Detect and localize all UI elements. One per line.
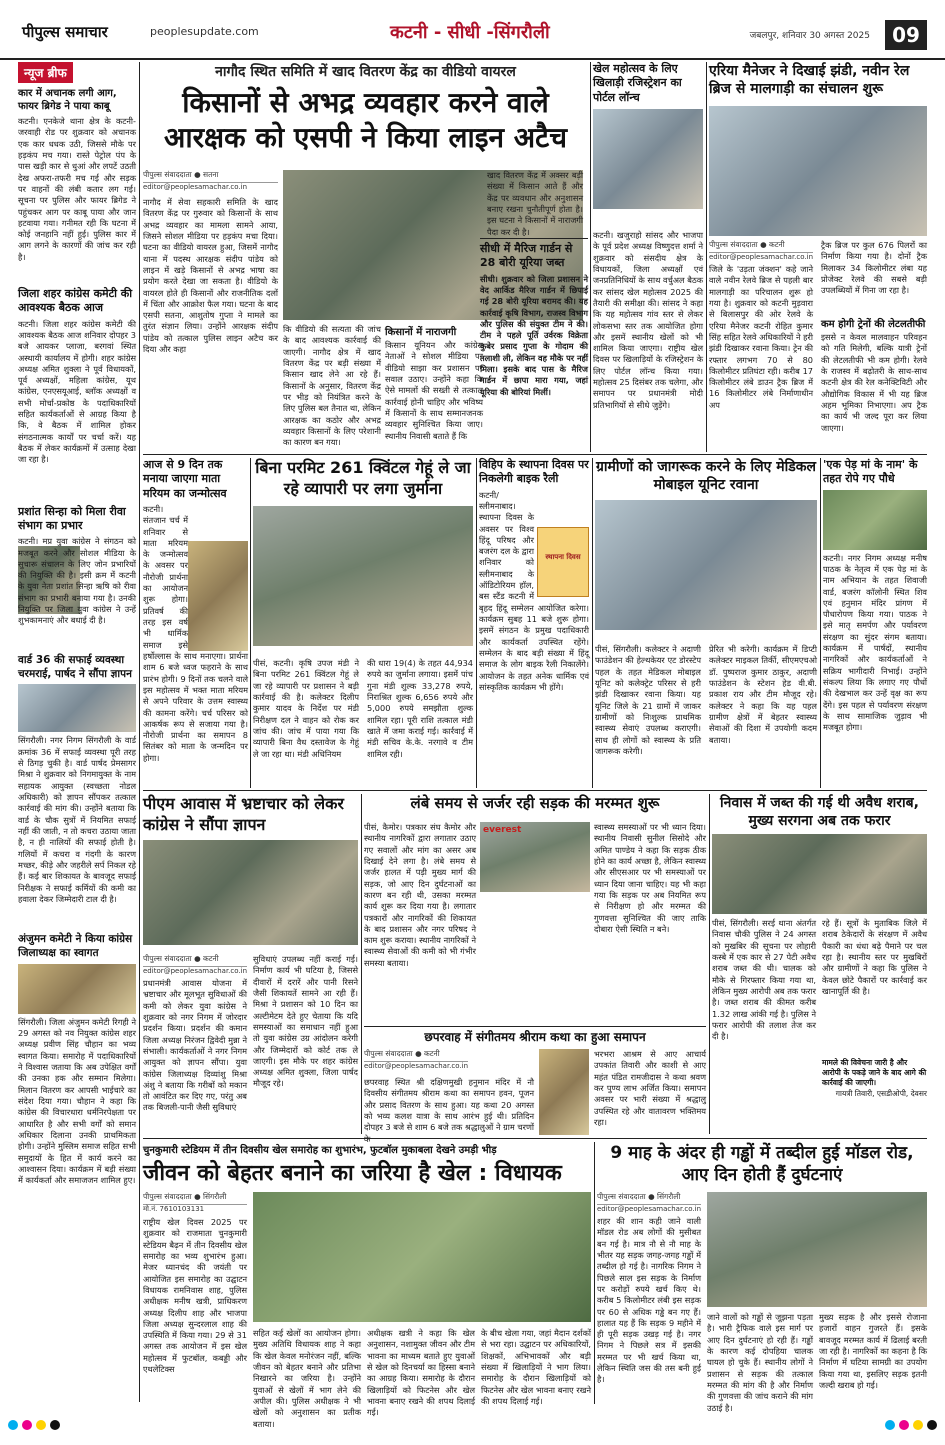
brief-headline-anjuman: अंजुमन कमेटी ने किया कांग्रेस जिलाध्यक्ष का स्वागत <box>18 933 133 960</box>
col-divider-6 <box>820 458 821 788</box>
tree-text: कटनी। नगर निगम अध्यक्ष मनीष पाठक के नेतृत्व में एक पेड़ मां के नाम अभियान के तहत शिवाजी वार्ड, बजरंग कॉलोनी स्थित शिव एवं हनुमान मंदिर प्रांगण में पौधारोपण किया गया। पाठक ने इसे मातृ समर्पण और पर्यावरण संरक्षण का सुंदर संगम बताया। कार्यक्रम में पार्षदों, स्थानीय नागरिकों और कार्यकर्ताओं ने सक्रिय भागीदारी निभाई। उन्होंने संकल्प लिया कि लगाए गए पौधों की देखभाल कर उन्हें वृक्ष का रूप देंगे। इस पहल से पर्यावरण संरक्षण के साथ सामाजिक जुड़ाव भी मजबूत होगा। <box>823 552 927 733</box>
medical-col2: प्रेरित भी करेगी। कार्यक्रम में डिप्टी कलेक्टर माइकल तिर्की, सीएमएचओ डॉ. पुष्पराज कुमार ठाकुर, अदाणी फाउंडेशन के स्टेशन हेड वी.बी. प्रकाश राय और टीम मौजूद रहे। कलेक्टर ने कहा कि यह पहल ग्रामीण क्षेत्रों में बेहतर स्वास्थ्य सेवाओं की दिशा में उपयोगी कदम बताया। <box>709 644 817 745</box>
portal-photo <box>593 109 703 209</box>
lead-col2: कि वीडियो की सत्यता की जांच के बाद आवश्यक कार्रवाई की जाएगी। नागौद क्षेत्र में खाद वितरण केंद्र पर बड़ी संख्या में किसान खाद लेने आ रहे हैं। किसानों के अनुसार, वितरण केंद्र पर भीड़ को नियंत्रित करने के लिए पुलिस बल तैनात था, लेकिन आरक्षक का कठोर और अभद्र व्यवहार किसानों के लिए परेशानी का कारण बन गया। <box>283 324 381 448</box>
liquor-story <box>712 794 927 1134</box>
brief-tag: न्यूज ब्रीफ <box>18 62 73 83</box>
lead-subhead: किसानों में नाराजगी <box>385 327 457 338</box>
tree-plantation-photo <box>823 490 927 550</box>
sports-col4: के बीच खेला गया, जहां मैदान दर्शकों से भरा रहा। उद्घाटन पर अधिकारियों, शिक्षकों, अभिभावकों और बड़ी संख्या में खिलाड़ियों ने भाग लिया। समारोह के दौरान खिलाड़ियों को फिटनेस और खेल भावना बनाए रखने की शपथ दिलाई गई। <box>481 1328 591 1406</box>
print-color-bar <box>0 1418 945 1432</box>
katha-email[interactable]: editor@peoplesamachar.co.in <box>364 1062 469 1070</box>
model-road-story <box>597 1142 927 1413</box>
vhp-poster: स्थापना दिवस <box>537 527 589 597</box>
website[interactable]: peoplesupdate.com <box>150 25 259 38</box>
medical-unit-photo <box>595 500 817 630</box>
model-road-headline: 9 माह के अंदर ही गड्ढों में तब्दील हुई मॉडल रोड, आए दिन होती हैं दुर्घटनाएं <box>610 1143 914 1186</box>
brief-text-ward36: सिंगरौली। नगर निगम सिंगरौली के वार्ड क्रमांक 36 में सफाई व्यवस्था पूरी तरह से ठिगड़ चुकी है। वार्ड पार्षद प्रेमसागर मिश्रा ने शुक्रवार को निगमायुक्त के नाम सहायक आयुक्त (स्वच्छता नोडल अधिकारी) को ज्ञापन सौंपकर तत्काल कार्रवाई की मांग की। उन्होंने बताया कि वार्ड के चौक सुत्रों में नियमित सफाई नहीं की जाती, न तो कचरा उठाया जाता है, न ही नालियों की सफाई होती है। गलियों में कचरा व गंदगी के कारण मच्छर, कीड़े और जहरीले सर्प निकल रहे हैं। कई बार शिकायत के बावजूद सफाई निरीक्षक ने सफाई कर्मियों की कमी का हवाला देकर जिम्मेदारी टाल दी है। <box>18 735 136 904</box>
liquor-col1: पीसं, सिंगरौली। सरई थाना अंतर्गत निवास चौकी पुलिस ने 24 अगस्त को मुखबिर की सूचना पर लोहारी कस्बे में एक कार से 27 पेटी अवैध शराब जब्त की थी। चालक को मौके से गिरफ्तार किया गया था, लेकिन मुख्य आरोपी अब तक फरार है। जब्त शराब की कीमत करीब 1.32 लाख आंकी गई है। पुलिस ने फरार आरोपी की तलाश तेज कर दी है। <box>712 918 816 1042</box>
area-col3: इससे न केवल मालवाहन परिवहन को गति मिलेगी, बल्कि यात्री ट्रेनों की लेटलतीफी भी कम होगी। रेलवे के राजस्व में बढ़ोतरी के साथ-साथ कटनी क्षेत्र की रेल कनेक्टिविटी और औद्योगिक विकास में भी यह ब्रिज अहम भूमिका निभाएगा। अप ट्रैक का कार्य भी जल्द पूरा कर लिया जाएगा। <box>821 332 927 433</box>
paper-logo: पीपुल्स समाचार <box>22 23 108 41</box>
katha-col1: छपरवाह स्थित श्री दक्षिणमुखी हनुमान मंदिर में नौ दिवसीय संगीतमय श्रीराम कथा का समापन हवन, पूजन और प्रसाद वितरण के साथ हुआ। यह कथा 20 अगस्त को भव्य कलश यात्रा के साथ आरंभ हुई थी। प्रतिदिन दोपहर 3 बजे से शाम 6 बजे तक श्रद्धालुओं ने ग्राम चरणों <box>364 1077 534 1133</box>
mary-photo <box>188 541 248 651</box>
katha-headline: छपरवाह में संगीतमय श्रीराम कथा का हुआ समापन <box>424 1030 646 1044</box>
row-divider-2 <box>143 790 927 791</box>
liquor-quote: मामले की विवेचना जारी है और आरोपी के पकड़े जाने के बाद आगे की कार्रवाई की जाएगी। <box>822 1058 927 1087</box>
area-subhead: कम होगी ट्रेनों की लेटलतीफी <box>821 319 926 330</box>
sports-col3: अधीक्षक खत्री ने कहा कि खेल अनुशासन, नशामुक्त जीवन और टीम भावना का माध्यम बताते हुए युवाओं से खेल को दिनचर्या का हिस्सा बनाने का आग्रह किया। समारोह के दौरान खिलाड़ियों को फिटनेस और खेल भावना बनाए रखने की शपथ दिलाई गई। <box>367 1328 475 1418</box>
model-road-col2: जाने वालों को गड्ढों से जूझना पड़ता है। भारी ट्रैफिक वाले इस मार्ग पर आए दिन दुर्घटनाएं हो रही हैं। गड्ढों के कारण कई दोपहिया चालक घायल हो चुके हैं। स्थानीय लोगों ने प्रशासन से सड़क की तत्काल मरम्मत की मांग की है और निर्माण की गुणवत्ता की जांच कराने की मांग उठाई है। <box>707 1312 813 1413</box>
road-repair-photo <box>480 822 590 892</box>
model-road-photo <box>707 1192 927 1307</box>
vhp-story <box>479 458 589 788</box>
brief-headline-prashant: प्रशांत सिन्हा को मिला रीवा संभाग का प्रभार <box>18 504 126 532</box>
road-poster-text: everest <box>483 825 522 835</box>
col-divider-2 <box>706 62 707 452</box>
model-road-col3: मुख्य सड़क है और इससे रोजाना हजारों वाहन गुजरते हैं। इसके बावजूद मरम्मत कार्य में ढिलाई बरती जा रही है। नागरिकों का कहना है कि निर्माण में घटिया सामग्री का उपयोग किया गया था, इसलिए सड़क इतनी जल्दी खराब हो गई। <box>819 1312 927 1390</box>
katha-story <box>364 1026 706 1136</box>
area-byline: पीपुल्स संवाददाता ● कटनी <box>709 240 813 253</box>
awas-protest-photo <box>143 840 358 945</box>
brief-divider <box>139 62 140 1402</box>
issue-date: जबलपुर, शनिवार 30 अगस्त 2025 <box>749 31 870 41</box>
mary-headline: आज से 9 दिन तक मनाया जाएगा माता मरियम का जन्मोत्सव <box>143 458 227 500</box>
marriage-garden-story <box>480 238 588 448</box>
page-number: 09 <box>885 20 927 50</box>
mary-story <box>143 458 248 788</box>
awas-byline: पीपुल्स संवाददाता ● कटनी <box>143 954 247 967</box>
wheat-truck-photo <box>253 506 473 646</box>
area-email[interactable]: editor@peoplesamachar.co.in <box>709 253 814 261</box>
col-divider-4 <box>476 458 477 788</box>
medical-story <box>595 458 817 788</box>
brief-headline-congress-meeting: जिला शहर कांग्रेस कमेटी की आवश्यक बैठक आज <box>18 287 133 315</box>
wheat-story <box>253 458 473 788</box>
road-col2: स्वास्थ्य समस्याओं पर भी ध्यान दिया। स्थानीय निवासी सुनील सिसोदे और अमित पाण्डेय ने कहा कि सड़क ठीक होने का कार्य अच्छा है, लेकिन स्वास्थ्य और सीएसआर पर भी समस्याओं पर ध्यान दिया जाना चाहिए। यह भी कहा गया कि सड़क पर अब नियमित रूप से निरीक्षण हो और मरम्मत की गुणवत्ता सुनिश्चित की जाए ताकि दोबारा ऐसी स्थिति न बने। <box>594 822 706 934</box>
marriage-text: सीधी। शुक्रवार को जिला प्रशासन ने वेद आर्किड मैरिज गार्डन में छिपाई गई 28 बोरी यूरिया बरामद की। यह कार्रवाई कृषि विभाग, राजस्व विभाग और पुलिस की संयुक्त टीम ने की। टीम ने पहले पूर्ति उर्वरक विक्रेता कुबेर प्रसाद गुप्ता के गोदाम की तलाशी ली, लेकिन वह मौके पर नहीं मिला। इसके बाद पास के मैरिज गार्डन में छापा मारा गया, जहां यूरिया की बोरियां मिलीं। <box>480 273 588 397</box>
brief-text-prashant: कटनी। मप्र युवा कांग्रेस ने संगठन को मजबूत करने और सोशल मीडिया के सुचारू संचालन के लिए जोन प्रभारियों की नियुक्ति की है। इसी क्रम में कटनी के युवा नेता प्रशांत सिन्हा ऋषि को रीवा संभाग का प्रभारी बनाया गया है। उनकी नियुक्ति पर जिला युवा कांग्रेस ने उन्हें शुभकामनाएं और बधाई दी है। <box>18 536 136 626</box>
brief-text-congress-meeting: कटनी। जिला शहर कांग्रेस कमेटी की आवश्यक बैठक आज शनिवार दोपहर 3 बजे आयकर प्लाजा, बरगवां स्थित अस्थायी कार्यालय में होगी। शहर कांग्रेस अध्यक्ष अमित शुक्ला ने पूर्व विधायकों, पूर्व अध्यक्षों, महिला कांग्रेस, यूथ कांग्रेस, एनएसयूआई, ब्लॉक अध्यक्षों व सभी मोर्चा-प्रकोष्ठ के पदाधिकारियों सहित कार्यकर्ताओं से आग्रह किया है कि, वे बैठक में शामिल होकर संगठनात्मक कार्यों पर चर्चा करें। यह बैठक में लेकर कार्यक्रमों में उत्साह देखा जा रहा है। <box>18 318 136 465</box>
liquor-seizure-photo <box>712 834 927 914</box>
katha-col2: भरभरा आश्रम से आए आचार्य उपकांत तिवारी और काशी से आए महंत पंडित रामजीदास ने कथा श्रवण कर पुण्य लाभ अर्जित किया। समापन अवसर पर भारी संख्या में श्रद्धालु उपस्थित रहे और वातावरण भक्तिमय रहा। <box>594 1049 706 1127</box>
medical-col1: पीसं, सिंगरौली। कलेक्टर ने अदाणी फाउंडेशन की हेल्थकेयर एट डोरस्टेप पहल के तहत मेडिकल मोबाइल यूनिट को कलेक्ट्रेट परिसर से हरी झंडी दिखाकर रवाना किया। यह यूनिट जिले के 21 ग्रामों में जाकर ग्रामीणों को निःशुल्क प्राथमिक स्वास्थ्य सेवाएं उपलब्ध कराएगी। साथ ही लोगों को स्वास्थ्य के प्रति जागरूक करेगी। <box>595 644 701 756</box>
awas-col1: प्रधानमंत्री आवास योजना में भ्रष्टाचार और मूलभूत सुविधाओं की कमी को लेकर युवा कांग्रेस ने शुक्रवार को नगर निगम में जोरदार प्रदर्शन किया। प्रदर्शन की कमान जिला अध्यक्ष निरंजन द्विवेदी मुन्ना ने संभाली। कार्यकर्ताओं ने नगर निगम आयुक्त को ज्ञापन सौंपा। युवा कांग्रेस जिलाध्यक्ष दिव्यांशु मिश्रा अंशु ने बताया कि गरीबों को मकान तो आवंटित कर दिए गए, परंतु अब तक बिजली-पानी जैसी सुविधाएं <box>143 978 247 1113</box>
row-divider-3 <box>143 1138 927 1139</box>
rail-bridge-photo <box>709 106 927 236</box>
liquor-headline: निवास में जब्त की गई थी अवैध शराब, मुख्य सरगना अब तक फरार <box>720 795 919 830</box>
col-divider-8 <box>709 794 710 1134</box>
liquor-col2: रहे हैं। सूत्रों के मुताबिक जिले में शराब ठेकेदारों के संरक्षण में अवैध पैकारी का धंधा बढ़े पैमाने पर चल रहा है। स्थानीय स्तर पर मुखबिरों और ग्रामीणों ने कहा कि पुलिस ने केवल छोटे पैकारों पर कार्रवाई कर खानापूर्ति की है। <box>822 918 927 996</box>
sports-byline: पीपुल्स संवाददाता ● सिंगरौली <box>143 1192 247 1205</box>
col-divider-3 <box>250 458 251 788</box>
portal-headline: खेल महोत्सव के लिए खिलाड़ी रजिस्ट्रेशन का पोर्टल लॉन्च <box>593 62 682 104</box>
katha-byline: पीपुल्स संवाददाता ● कटनी <box>364 1049 468 1062</box>
news-brief-column <box>18 62 136 1402</box>
col-divider-7 <box>361 794 362 1134</box>
edition-title: कटनी - सीधी -सिंगरौली <box>390 22 550 43</box>
model-road-email[interactable]: editor@peoplesamachar.co.in <box>597 1205 702 1213</box>
brief-text-anjuman: सिंगरौली। जिला अंजुमन कमेटी रिगही ने 29 अगस्त को नव नियुक्त कांग्रेस शहर अध्यक्ष प्रवीण सिंह चौहान का भव्य स्वागत किया। समारोह में पदाधिकारियों ने विश्वास जताया कि अब उपेक्षित वर्गों की उनका हक और सम्मान मिलेगा। मिलान वितरण कर आपसी भाईचारे का संदेश दिया गया। चौहान ने कहा कि कांग्रेस की विचारधारा धर्मनिरपेक्षता पर आधारित है और सभी वर्गों को समान अधिकार दिलाना उनकी प्राथमिकता होगी। उन्होंने मुस्लिम समाज सहित सभी समुदायों के हित में कार्य करने का आश्वासन दिया। कार्यक्रम में बड़ी संख्या में कार्यकर्ता और समाजजन शामिल हुए। <box>18 1016 136 1186</box>
lead-byline: पीपुल्स संवाददाता ● सतना <box>143 170 278 183</box>
wheat-col2: की धारा 19(4) के तहत 44,934 रुपये का जुर्माना लगाया। इसमें पांच गुना मंडी शुल्क 33,278 रुपये, निराश्रित शुल्क 6,656 रुपये और 5,000 रुपये समझौता शुल्क शामिल रहा। पूरी राशि तत्काल मंडी खाते में जमा कराई गई। कार्रवाई में मंडी सचिव के.के. नरगावे व टीम शामिल रही। <box>367 658 473 759</box>
wheat-headline: बिना परमिट 261 क्विंटल गेहूं ले जा रहे व्यापारी पर लगा जुर्माना <box>255 458 471 498</box>
mary-text: कटनी। संतजान चर्च में शनिवार से माता मरियम के जन्मोत्सव के अवसर पर नौरोजी प्रार्थना का आयोजन शुरू होगा। प्रतिवर्ष की तरह इस वर्ष भी धार्मिक समाज इसे हर्षोल्लास के साथ मनाएगा। प्रार्थना शाम 6 बजे ध्वज फहराने के साथ प्रारंभ होगी। 9 दिनों तक चलने वाले इस महोत्सव में भक्त माता मरियम से अपने परिवार के उत्तम स्वास्थ्य की कामना करेंगे। चर्च परिसर को आकर्षक रूप से सजाया गया है। नौरोजी प्रार्थना का समापन 8 सितंबर को माता के जन्मदिन पर होगा। <box>143 503 248 763</box>
awas-email[interactable]: editor@peoplesamachar.co.in <box>143 967 248 975</box>
sports-phone: मो.नं. 7610103131 <box>143 1205 205 1213</box>
area-col2: ट्रैक ब्रिज पर कुल 676 पिलरों का निर्माण किया गया है। दोनों ट्रैक मिलाकर 34 किलोमीटर लंबा यह प्रोजेक्ट रेलवे की सबसे बड़ी उपलब्धियों में गिना जा रहा है। <box>821 240 927 296</box>
row-divider-1 <box>143 454 927 455</box>
brief-headline-ward36: वार्ड 36 की सफाई व्यवस्था चरमराई, पार्षद ने सौंपा ज्ञापन <box>18 654 132 680</box>
sports-team-photo <box>253 1192 591 1322</box>
sports-col2: सहित कई खेलों का आयोजन होगा। मुख्य अतिथि विधायक शाह ने कहा कि खेल केवल मनोरंजन नहीं, बल्कि जीवन को बेहतर बनाने और प्रतिभा निखारने का जरिया है। उन्होंने युवाओं से खेलों में भाग लेने की अपील की। पुलिस अधीक्षक ने भी खेलों को अनुशासन का प्रतीक बताया। <box>253 1328 361 1429</box>
anjuman-photo <box>18 964 136 1014</box>
col-divider-5 <box>592 458 593 788</box>
masthead <box>0 0 945 60</box>
road-col1: पीसं, कैमोर। पत्रकार संघ कैमोर और स्थानीय नागरिकों द्वारा लगातार उठाए गए सवालों और मांग का असर अब दिखाई देने लगा है। लंबे समय से जर्जर हालत में पड़ी मुख्य मार्ग की सड़क, जो आए दिन दुर्घटनाओं का कारण बन रही थी, उसका मरम्मत कार्य शुरू कर दिया गया है। लगातार पत्रकारों और नागरिकों की शिकायत के बाद प्रशासन और नगर परिषद ने काम शुरू कराया। स्थानीय नागरिकों ने स्वास्थ्य सेवाओं की कमी को भी गंभीर समस्या बताया। <box>364 822 476 968</box>
portal-text: कटनी। खजुराहो सांसद और भाजपा के पूर्व प्रदेश अध्यक्ष विष्णुदत्त शर्मा ने शुक्रवार को संसदीय क्षेत्र के विधायकों, जिला अध्यक्षों एवं जनप्रतिनिधियों के साथ वर्चुअल बैठक कर सांसद खेल महोत्सव 2025 की तैयारी की समीक्षा की। सांसद ने कहा कि यह महोत्सव गांव स्तर से लेकर लोकसभा स्तर तक आयोजित होगा और इसमें स्थानीय खेलों को भी शामिल किया जाएगा। राष्ट्रीय खेल दिवस पर खिलाड़ियों के रजिस्ट्रेशन के लिए पोर्टल लॉन्च किया गया। महोत्सव 25 दिसंबर तक चलेगा, और समापन पर प्रधानमंत्री मोदी प्रतिभागियों से सीधे जुड़ेंगे। <box>593 230 704 410</box>
lead-col4-top: खाद वितरण केंद्र में अक्सर बड़ी संख्या में किसान आते हैं और केंद्र पर व्यवधान और अनुशासन बनाए रखना चुनौतीपूर्ण होता है। इस घटना ने किसानों में नाराजगी पैदा कर दी है। <box>487 170 583 237</box>
area-manager-story <box>709 62 927 452</box>
katha-photo <box>539 1049 589 1135</box>
tree-story <box>823 458 927 788</box>
awas-story <box>143 794 358 1134</box>
lead-col1: नागौद में सेवा सहकारी समिति के खाद वितरण केंद्र पर गुरुवार को किसानों के साथ अभद्र व्यवहार का मामला सामने आया, जिसने सोशल मीडिया पर हड़कंप मचा दिया। घटना का वीडियो वायरल हुआ, जिसमें नागौद थाना में पदस्थ आरक्षक संदीप पांडेय को लाइन में खड़े किसानों से अभद्र भाषा का प्रयोग करते देखा जा सकता है। वीडियो के वायरल होते ही किसानों और राजनीतिक दलों में चिंता और आक्रोश फैल गया। घटना के बाद एसपी सतना, आशुतोष गुप्ता ने मामले का तुरंत संज्ञान लिया। उन्होंने आरक्षक संदीप पांडेय को तत्काल पुलिस लाइन अटैच कर दिया और कहा <box>143 197 278 355</box>
sports-day-story <box>143 1142 591 1429</box>
road-repair-story <box>364 794 706 1024</box>
col-divider-1 <box>590 62 591 452</box>
lead-col3: किसान यूनियन और कांग्रेस नेताओं ने सोशल मीडिया पर वीडियो साझा कर प्रशासन पर सवाल उठाए। उन्होंने कहा कि ऐसे मामलों की सख्ती से तत्काल कार्रवाई होनी चाहिए और भविष्य में किसानों के साथ सम्मानजनक व्यवहार सुनिश्चित किया जाए। स्थानीय निवासी बताते हैं कि <box>385 340 483 441</box>
sports-headline: जीवन को बेहतर बनाने का जरिया है खेल : विधायक <box>143 1161 562 1186</box>
liquor-quote-name: गायत्री तिवारी, एसडीओपी, देवसर <box>835 1089 927 1099</box>
brief-text-fire: कटनी। एनकेजे थाना क्षेत्र के कटनी-जरवाही रोड पर शुक्रवार को अचानक एक कार धधक उठी, जिससे मौके पर हड़कंप मच गया। रास्ते पेट्रोल पंप के पास खड़ी कार से धुआं और लपटें उठती देख अफरा-तफरी मच गई और सड़क पर वाहनों की लंबी कतार लग गई। सूचना पर पुलिस और फायर ब्रिगेड ने पहुंचकर आग पर काबू पाया और जान हटवाया गया। गनीमत रही कि घटना में कोई जनहानि नहीं हुई। पुलिस कार में आग लगने के कारणों की जांच कर रही है। <box>18 116 136 262</box>
marriage-headline: सीधी में मैरिज गार्डन से 28 बोरी यूरिया जब्त <box>480 242 573 270</box>
brief-headline-fire: कार में अचानक लगी आग, फायर ब्रिगेड ने पाया काबू <box>18 88 117 112</box>
area-headline: एरिया मैनेजर ने दिखाई झंडी, नवीन रेल ब्रिज से मालगाड़ी का संचालन शुरू <box>709 63 910 98</box>
sports-col1: राष्ट्रीय खेल दिवस 2025 पर शुक्रवार को राजमाता चुनकुमारी स्टेडियम बैढ़न में तीन दिवसीय खेल समारोह का भव्य शुभारंभ हुआ। मेजर ध्यानचंद की जयंती पर आयोजित इस समारोह का उद्घाटन विधायक रामनिवास शाह, पुलिस अधीक्षक मनीष खत्री, प्राधिकरण अध्यक्ष दिलीप शाह और भाजपा जिला अध्यक्ष सुन्दरलाल शाह की उपस्थिति में किया गया। 29 से 31 अगस्त तक आयोजन में इस खेल महोत्सव में फुटबॉल, कबड्डी और एथलेटिक्स <box>143 1217 247 1375</box>
ward36-photo <box>18 684 136 732</box>
wheat-col1: पीसं, कटनी। कृषि उपज मंडी ने बिना परमिट 261 क्विंटल गेहूं ले जा रहे व्यापारी पर प्रशासन ने बड़ी कार्रवाई की है। कलेक्टर दिलीप कुमार यादव के निर्देश पर मंडी निरीक्षण दल ने वाहन को रोक कर जांच की। जांच में पाया गया कि व्यापारी बिना वैध दस्तावेज के गेहूं ले जा रहा था। मंडी अधिनियम <box>253 658 359 759</box>
model-road-col1: शहर की शान कही जाने वाली मॉडल रोड अब लोगों की मुसीबत बन गई है। मात्र नौ से नौ माह के भीतर यह सड़क जगह-जगह गड्ढों में तब्दील हो गई है। नागरिक निगम ने पिछले साल इस सड़क के निर्माण पर करोड़ों रुपये खर्च किए थे। करीब 5 किलोमीटर लंबी इस सड़क पर 60 से अधिक गड्ढे बन गए हैं। हालात यह हैं कि सड़क 9 महीने में ही पूरी सड़क उखड़ गई है। नगर निगम ने पिछले सत्र में इसकी मरम्मत पर भी खर्च किया था, लेकिन स्थिति जस की तस बनी हुई है। <box>597 1216 701 1385</box>
vhp-headline: विहिप के स्थापना दिवस पर निकलेगी बाइक रैली <box>479 458 589 486</box>
col-divider-9 <box>594 1142 595 1404</box>
medical-headline: ग्रामीणों को जागरूक करने के लिए मेडिकल मोबाइल यूनिट रवाना <box>595 459 816 494</box>
lead-headline: किसानों से अभद्र व्यवहार करने वाले आरक्षक को एसपी ने किया लाइन अटैच <box>163 86 568 154</box>
model-road-byline: पीपुल्स संवाददाता ● सिंगरौली <box>597 1192 701 1205</box>
awas-col2: सुविधाएं उपलब्ध नहीं कराई गई। निर्माण कार्य भी घटिया है, जिससे दीवारों में दरारें और पानी रिसने जैसी शिकायतें सामने आ रही हैं। मिश्रा ने प्रशासन को 10 दिन का अल्टीमेटम देते हुए चेताया कि यदि समस्याओं का समाधान नहीं हुआ तो युवा कांग्रेस उग्र आंदोलन करेगी और जिम्मेदारों को कोर्ट तक ले जाएगी। इस मौके पर शहर कांग्रेस अध्यक्ष अमित शुक्ला, जिला पार्षद मौजूद रहे। <box>253 954 358 1089</box>
lead-email[interactable]: editor@peoplesamachar.co.in <box>143 183 248 191</box>
area-col1: जिले के 'उड़ता जंक्शन' कहे जाने वाले नवीन रेलवे ब्रिज से पहली बार मालगाड़ी का परिचालन शुरू हो गया है। शुक्रवार को कटनी मुड़वारा से बिलासपुर की ओर रेलवे के एरिया मैनेजर कटनी रोहित कुमार सिंह सहित रेलवे अधिकारियों ने हरी झंडी दिखाकर रवाना किया। ट्रेन की रफ्तार लगभग 70 से 80 किलोमीटर प्रतिघंटा रही। करीब 17 किलोमीटर लंबे डाउन ट्रैक ब्रिज में 16 किलोमीटर लंबे निर्माणाधीन अप <box>709 264 813 410</box>
tree-headline: 'एक पेड़ मां के नाम' के तहत रोपे गए पौधे <box>823 458 918 486</box>
road-headline: लंबे समय से जर्जर रही सड़क की मरम्मत शुरू <box>410 794 660 812</box>
awas-headline: पीएम आवास में भ्रष्टाचार को लेकर कांग्रेस ने सौंपा ज्ञापन <box>143 794 344 834</box>
lead-kicker: नागौद स्थित समिति में खाद वितरण केंद्र का वीडियो वायरल <box>215 64 516 80</box>
sports-kicker: चुनकुमारी स्टेडियम में तीन दिवसीय खेल समारोह का शुभारंभ, फुटबॉल मुकाबला देखने उमड़ी भीड़ <box>143 1145 497 1156</box>
vhp-text: कटनी/स्लीमनाबाद। स्थापना दिवस के अवसर पर विश्व हिंदू परिषद और बजरंग दल के द्वारा शनिवार को स्लीमनाबाद के ऑडिटोरियम हॉल, बस स्टैंड कटनी में बृहद हिंदू सम्मेलन आयोजित करेगा। कार्यक्रम सुबह 11 बजे शुरू होगा। इसमें संगठन के प्रमुख पदाधिकारी और कार्यकर्ता उपस्थित रहेंगे। सम्मेलन के बाद बड़ी संख्या में हिंदू समाज के लोग बाइक रैली निकालेंगे। आयोजन के तहत अनेक धार्मिक एवं सांस्कृतिक कार्यक्रम भी होंगे। <box>479 489 589 692</box>
